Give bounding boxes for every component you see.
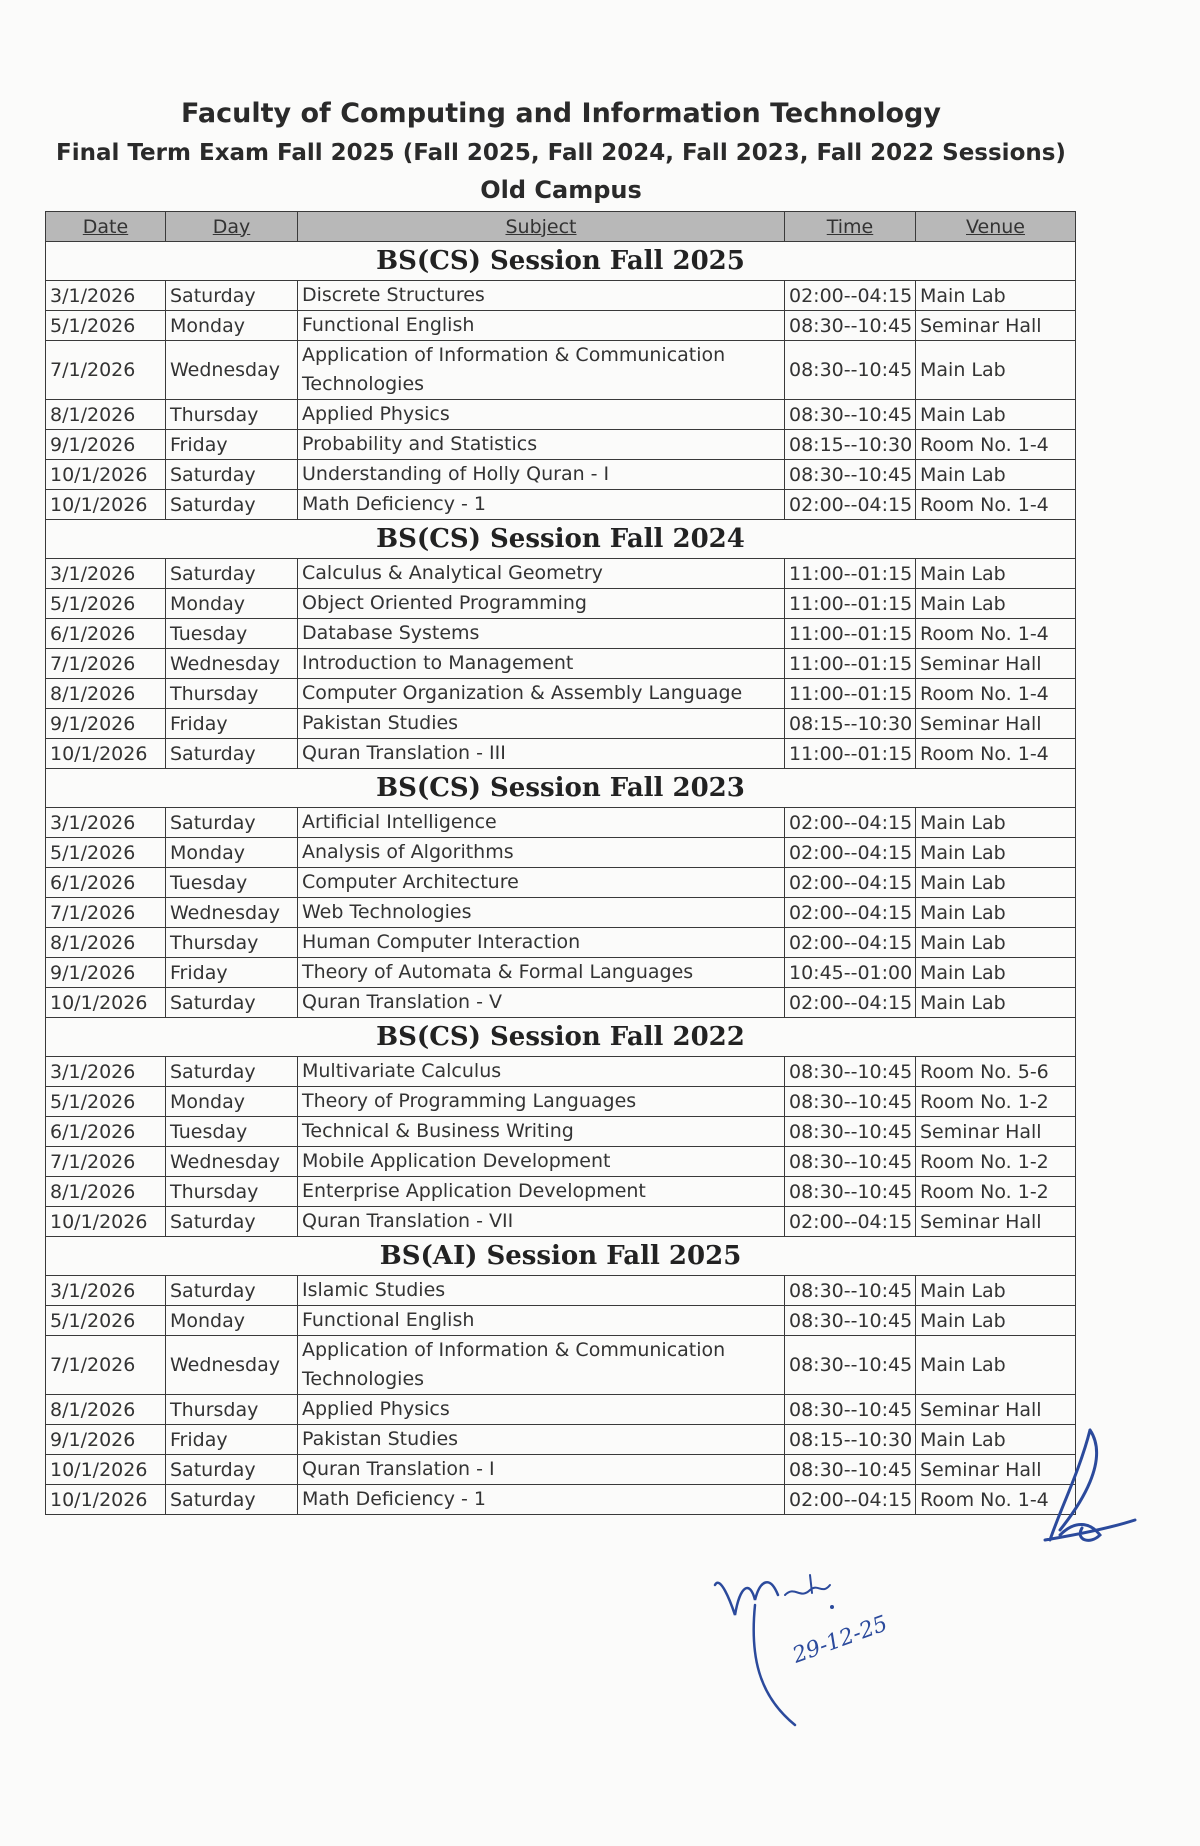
signature-date: 29-12-25 [789,1611,891,1669]
date-cell: 9/1/2026 [46,709,166,739]
table-row [46,1147,1076,1177]
day-cell: Monday [166,838,298,868]
section-title: BS(CS) Session Fall 2023 [46,769,1076,808]
table-row [46,311,1076,341]
day-cell: Thursday [166,679,298,709]
table-row [46,1087,1076,1117]
venue-cell: Room No. 1-2 [916,1177,1076,1207]
time-cell: 11:00--01:15 [785,679,916,709]
date-cell: 5/1/2026 [46,589,166,619]
subject-cell: Applied Physics [298,400,785,430]
subject-cell: Quran Translation - VII [298,1207,785,1237]
time-cell: 02:00--04:15 [785,838,916,868]
subject-cell: Islamic Studies [298,1276,785,1306]
column-header-time: Time [785,212,916,242]
column-header-venue: Venue [916,212,1076,242]
date-cell: 9/1/2026 [46,430,166,460]
date-cell: 7/1/2026 [46,898,166,928]
time-cell: 11:00--01:15 [785,559,916,589]
time-cell: 02:00--04:15 [785,490,916,520]
day-cell: Saturday [166,988,298,1018]
table-row [46,1177,1076,1207]
date-cell: 3/1/2026 [46,281,166,311]
date-cell: 6/1/2026 [46,619,166,649]
time-cell: 08:30--10:45 [785,311,916,341]
subject-cell: Calculus & Analytical Geometry [298,559,785,589]
subject-cell: Analysis of Algorithms [298,838,785,868]
subject-cell: Computer Organization & Assembly Language [298,679,785,709]
day-cell: Friday [166,709,298,739]
date-cell: 5/1/2026 [46,1306,166,1336]
subject-cell: Multivariate Calculus [298,1057,785,1087]
table-row [46,1306,1076,1336]
venue-cell: Main Lab [916,838,1076,868]
venue-cell: Seminar Hall [916,311,1076,341]
time-cell: 08:30--10:45 [785,1057,916,1087]
venue-cell: Main Lab [916,898,1076,928]
day-cell: Saturday [166,1276,298,1306]
time-cell: 02:00--04:15 [785,281,916,311]
venue-cell: Room No. 5-6 [916,1057,1076,1087]
venue-cell: Main Lab [916,400,1076,430]
table-header-row [46,212,1076,242]
day-cell: Wednesday [166,1336,298,1395]
subject-cell: Application of Information & Communication Technologies [298,1336,785,1395]
time-cell: 11:00--01:15 [785,619,916,649]
table-row [46,400,1076,430]
table-row [46,739,1076,769]
venue-cell: Room No. 1-2 [916,1147,1076,1177]
time-cell: 02:00--04:15 [785,868,916,898]
time-cell: 08:30--10:45 [785,1147,916,1177]
time-cell: 11:00--01:15 [785,649,916,679]
day-cell: Monday [166,1306,298,1336]
venue-cell: Seminar Hall [916,1395,1076,1425]
date-cell: 8/1/2026 [46,1395,166,1425]
table-row [46,928,1076,958]
table-row [46,1276,1076,1306]
day-cell: Friday [166,958,298,988]
venue-cell: Main Lab [916,460,1076,490]
section-title: BS(AI) Session Fall 2025 [46,1237,1076,1276]
day-cell: Thursday [166,1177,298,1207]
section-header-row [46,242,1076,281]
table-row [46,1117,1076,1147]
subject-cell: Applied Physics [298,1395,785,1425]
day-cell: Saturday [166,1207,298,1237]
date-cell: 3/1/2026 [46,559,166,589]
column-header-subject: Subject [298,212,785,242]
venue-cell: Main Lab [916,341,1076,400]
time-cell: 08:30--10:45 [785,1177,916,1207]
venue-cell: Seminar Hall [916,1117,1076,1147]
venue-cell: Room No. 1-4 [916,430,1076,460]
subject-cell: Technical & Business Writing [298,1117,785,1147]
subject-cell: Artificial Intelligence [298,808,785,838]
time-cell: 02:00--04:15 [785,1207,916,1237]
table-row [46,1425,1076,1455]
table-row [46,1395,1076,1425]
date-cell: 10/1/2026 [46,1207,166,1237]
time-cell: 08:15--10:30 [785,430,916,460]
date-cell: 3/1/2026 [46,1057,166,1087]
date-cell: 10/1/2026 [46,1455,166,1485]
time-cell: 02:00--04:15 [785,808,916,838]
day-cell: Thursday [166,1395,298,1425]
campus-title: Old Campus [480,176,642,204]
subject-cell: Probability and Statistics [298,430,785,460]
date-cell: 8/1/2026 [46,400,166,430]
table-row [46,619,1076,649]
table-row [46,281,1076,311]
section-header-row [46,1237,1076,1276]
table-row [46,808,1076,838]
day-cell: Saturday [166,490,298,520]
date-cell: 8/1/2026 [46,928,166,958]
column-header-day: Day [166,212,298,242]
date-cell: 9/1/2026 [46,958,166,988]
table-row [46,898,1076,928]
table-row [46,490,1076,520]
subject-cell: Math Deficiency - 1 [298,1485,785,1515]
subject-cell: Pakistan Studies [298,709,785,739]
section-header-row [46,769,1076,808]
subject-cell: Object Oriented Programming [298,589,785,619]
time-cell: 08:15--10:30 [785,1425,916,1455]
subject-cell: Quran Translation - I [298,1455,785,1485]
subject-cell: Introduction to Management [298,649,785,679]
date-cell: 10/1/2026 [46,490,166,520]
table-row [46,649,1076,679]
table-row [46,1057,1076,1087]
section-title: BS(CS) Session Fall 2022 [46,1018,1076,1057]
time-cell: 10:45--01:00 [785,958,916,988]
day-cell: Saturday [166,739,298,769]
subject-cell: Theory of Programming Languages [298,1087,785,1117]
venue-cell: Main Lab [916,589,1076,619]
subject-cell: Functional English [298,311,785,341]
subject-cell: Enterprise Application Development [298,1177,785,1207]
day-cell: Friday [166,1425,298,1455]
time-cell: 08:30--10:45 [785,1117,916,1147]
time-cell: 11:00--01:15 [785,589,916,619]
date-cell: 7/1/2026 [46,341,166,400]
time-cell: 02:00--04:15 [785,928,916,958]
subject-cell: Application of Information & Communication Technologies [298,341,785,400]
date-cell: 9/1/2026 [46,1425,166,1455]
section-title: BS(CS) Session Fall 2024 [46,520,1076,559]
subject-cell: Human Computer Interaction [298,928,785,958]
venue-cell: Main Lab [916,988,1076,1018]
subject-cell: Discrete Structures [298,281,785,311]
schedule-body [46,242,1076,1515]
venue-cell: Room No. 1-4 [916,490,1076,520]
table-row [46,589,1076,619]
date-cell: 5/1/2026 [46,838,166,868]
venue-cell: Main Lab [916,1276,1076,1306]
date-cell: 3/1/2026 [46,1276,166,1306]
day-cell: Tuesday [166,619,298,649]
date-cell: 8/1/2026 [46,1177,166,1207]
day-cell: Tuesday [166,868,298,898]
venue-cell: Main Lab [916,1306,1076,1336]
day-cell: Tuesday [166,1117,298,1147]
date-cell: 5/1/2026 [46,1087,166,1117]
section-header-row [46,520,1076,559]
subject-cell: Functional English [298,1306,785,1336]
time-cell: 08:30--10:45 [785,400,916,430]
day-cell: Monday [166,589,298,619]
time-cell: 02:00--04:15 [785,988,916,1018]
time-cell: 11:00--01:15 [785,739,916,769]
day-cell: Saturday [166,808,298,838]
time-cell: 08:30--10:45 [785,460,916,490]
subject-cell: Computer Architecture [298,868,785,898]
column-header-date: Date [46,212,166,242]
table-row [46,868,1076,898]
time-cell: 08:30--10:45 [785,1087,916,1117]
subject-cell: Database Systems [298,619,785,649]
date-cell: 10/1/2026 [46,988,166,1018]
day-cell: Monday [166,1087,298,1117]
venue-cell: Main Lab [916,281,1076,311]
subject-cell: Mobile Application Development [298,1147,785,1177]
date-cell: 5/1/2026 [46,311,166,341]
day-cell: Thursday [166,928,298,958]
handwritten-signature-initials [1020,1410,1140,1570]
time-cell: 08:30--10:45 [785,1306,916,1336]
date-cell: 7/1/2026 [46,1336,166,1395]
day-cell: Wednesday [166,649,298,679]
day-cell: Friday [166,430,298,460]
table-row [46,341,1076,400]
table-row [46,709,1076,739]
time-cell: 02:00--04:15 [785,1485,916,1515]
table-row [46,958,1076,988]
venue-cell: Seminar Hall [916,709,1076,739]
day-cell: Monday [166,311,298,341]
table-row [46,838,1076,868]
subject-cell: Understanding of Holly Quran - I [298,460,785,490]
date-cell: 7/1/2026 [46,1147,166,1177]
venue-cell: Main Lab [916,808,1076,838]
time-cell: 08:30--10:45 [785,1395,916,1425]
day-cell: Saturday [166,281,298,311]
subject-cell: Theory of Automata & Formal Languages [298,958,785,988]
venue-cell: Main Lab [916,868,1076,898]
table-row [46,679,1076,709]
date-cell: 10/1/2026 [46,1485,166,1515]
exam-schedule-table [45,211,1076,1515]
time-cell: 08:30--10:45 [785,1455,916,1485]
day-cell: Saturday [166,1455,298,1485]
time-cell: 08:30--10:45 [785,341,916,400]
venue-cell: Main Lab [916,1425,1076,1455]
day-cell: Saturday [166,460,298,490]
table-row [46,1336,1076,1395]
venue-cell: Room No. 1-4 [916,1485,1076,1515]
section-title: BS(CS) Session Fall 2025 [46,242,1076,281]
day-cell: Saturday [166,1057,298,1087]
venue-cell: Seminar Hall [916,649,1076,679]
table-row [46,460,1076,490]
section-header-row [46,1018,1076,1057]
table-row [46,1485,1076,1515]
date-cell: 7/1/2026 [46,649,166,679]
day-cell: Thursday [166,400,298,430]
time-cell: 02:00--04:15 [785,898,916,928]
subject-cell: Math Deficiency - 1 [298,490,785,520]
table-row [46,1207,1076,1237]
subject-cell: Quran Translation - III [298,739,785,769]
faculty-title: Faculty of Computing and Information Technology [181,98,941,129]
venue-cell: Seminar Hall [916,1455,1076,1485]
handwritten-signature-approval [700,1545,940,1735]
day-cell: Wednesday [166,1147,298,1177]
day-cell: Saturday [166,559,298,589]
date-cell: 8/1/2026 [46,679,166,709]
subject-cell: Web Technologies [298,898,785,928]
venue-cell: Room No. 1-4 [916,739,1076,769]
date-cell: 6/1/2026 [46,1117,166,1147]
time-cell: 08:15--10:30 [785,709,916,739]
venue-cell: Main Lab [916,1336,1076,1395]
subject-cell: Pakistan Studies [298,1425,785,1455]
venue-cell: Main Lab [916,928,1076,958]
table-row [46,1455,1076,1485]
venue-cell: Main Lab [916,559,1076,589]
date-cell: 10/1/2026 [46,739,166,769]
date-cell: 3/1/2026 [46,808,166,838]
date-cell: 6/1/2026 [46,868,166,898]
subject-cell: Quran Translation - V [298,988,785,1018]
day-cell: Wednesday [166,898,298,928]
table-row [46,559,1076,589]
venue-cell: Main Lab [916,958,1076,988]
date-cell: 10/1/2026 [46,460,166,490]
time-cell: 08:30--10:45 [785,1276,916,1306]
venue-cell: Seminar Hall [916,1207,1076,1237]
table-row [46,988,1076,1018]
venue-cell: Room No. 1-2 [916,1087,1076,1117]
time-cell: 08:30--10:45 [785,1336,916,1395]
exam-title: Final Term Exam Fall 2025 (Fall 2025, Fall 2024, Fall 2023, Fall 2022 Sessions) [56,140,1066,166]
day-cell: Saturday [166,1485,298,1515]
table-row [46,430,1076,460]
day-cell: Wednesday [166,341,298,400]
venue-cell: Room No. 1-4 [916,619,1076,649]
venue-cell: Room No. 1-4 [916,679,1076,709]
